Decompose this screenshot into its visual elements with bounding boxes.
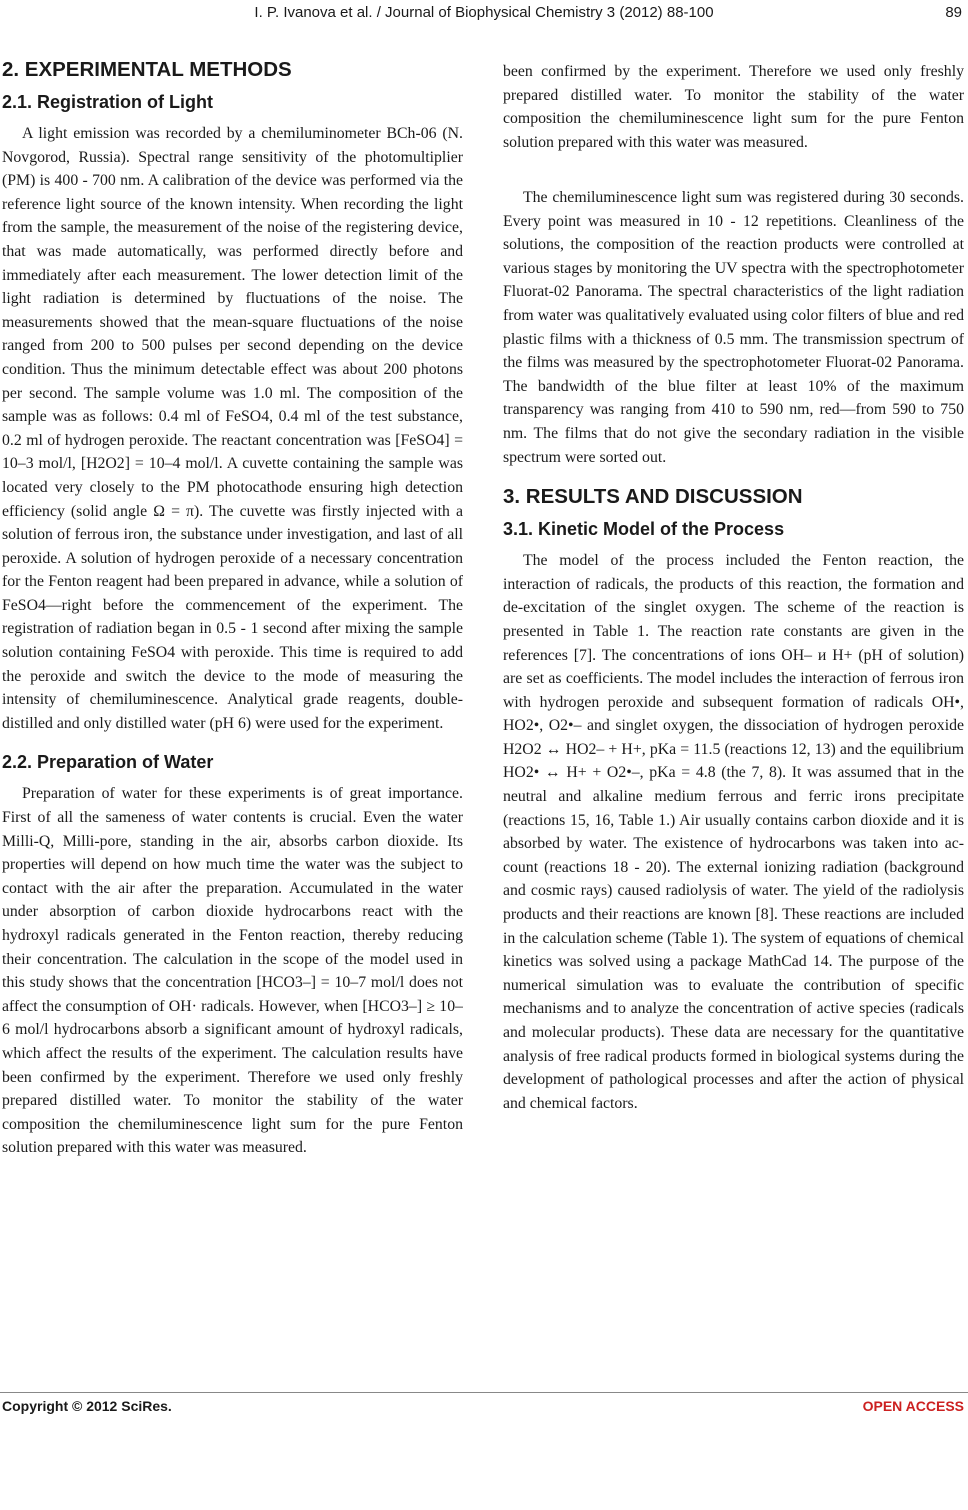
subsection-2-2-heading: 2.2. Preparation of Water: [2, 752, 214, 773]
section-2-heading: 2. EXPERIMENTAL METHODS: [2, 58, 292, 81]
subsection-3-1-heading: 3.1. Kinetic Model of the Process: [503, 519, 785, 540]
paragraph-light-sum-registration: The chemiluminescence light sum was registered during 30 seconds. Every point was measured in 10 - 12 repetitions. Cleanliness of the solutions, the composition of the reaction products were controlled at various stages by monitoring the UV spectra with the spectrophotometer Fluorat-02 Panorama. The spectral characteristics of the light radiation from water was qualitatively evaluated using color filters of blue and red plastic films with a thickness of 0.5 mm. The transmission spectrum of the films was measured by the spectrophotometer Fluorat-02 Panorama. The bandwidth of the blue filter at least 10% of the maximum transparency was ranging from 410 to 590 nm, red—from 590 to 750 nm. The films that do not give the secondary radiation in the visible spectrum were sorted out.: [503, 189, 964, 466]
paragraph-preparation-of-water: Preparation of water for these experiments is of great importance. First of all the sameness of water contents is crucial. Even the water Milli-Q, Milli-pore, standing in the air, absorbs carbon dioxide. Its properties will depend on how much time the water was the subject to contact with the air after the preparation. Accumulated in the water under absorption of carbon dioxide hydrocarbons react with the hydroxyl radicals generated in the Fenton reaction, thereby reducing their concentration. The calculation in the scope of the model used in this study shows that the concentration [HCO3–] = 10–7 mol/l does not affect the consumption of OH· radicals. However, when [HCO3–] ≥ 10–6 mol/l hydrocarbons absorb a significant amount of hydroxyl radicals, which affect the results of the experiment. The calculation results have been confirmed by the experiment. Therefore we used only freshly prepared distilled water. To monitor the stability of the water composition the chemiluminescence light sum for the pure Fenton solution prepared with this water was measured.: [2, 785, 463, 1157]
paragraph-preparation-of-water-continued: been confirmed by the experiment. Therefore we used only freshly prepared distilled water. To monitor the stability of the water composition the chemiluminescence light sum for the pure Fenton solution prepared with this water was measured.: [503, 63, 964, 151]
subsection-2-1-heading: 2.1. Registration of Light: [2, 92, 214, 112]
running-header: [0, 4, 968, 28]
paragraph-registration-of-light: A light emission was recorded by a chemiluminometer BCh-06 (N. Novgorod, Russia). Spectral range sensitivity of the photomultiplier (PM) is 400 - 700 nm. A calibration of the device was performed via the reference light source of the known intensity. When recording the light from the sample, the measurement of the noise of the registering device, that was made automatically, was performed directly before and immediately after each measurement. The lower detection limit of the light radiation is determined by fluctuations of the noise. The measurements showed that the mean-square fluctuations of the noise ranged from 200 to 500 pulses per second depending on the device condition. Thus the minimum detectable effect was about 200 photons per second. The sample volume was 1.0 ml. The composition of the sample was as follows: 0.4 ml of FeSO4, 0.4 ml of the test substance, 0.2 ml of hydrogen peroxide. The reactant concentration was [FeSO4] = 10–3 mol/l, [H2O2] = 10–4 mol/l. A cuvette containing the sample was located very closely to the PM photocathode ensuring high detection efficiency (solid angle Ω = π). The cuvette was firstly injected with a solution of ferrous iron, the substance under investigation, and last of all peroxide. A solution of hydrogen peroxide of a necessary concentration for the Fenton reagent had been prepared in advance, while a solution of FeSO4—right before the commencement of the experiment. The registration of radiation began in 0.5 - 1 second after mixing the sample solution containing FeSO4 with peroxide. This time is required to add the peroxide and switch the device to the mode of measuring the intensity of chemiluminescence. Analytical grade reagents, double-distilled and only distilled water (pH 6) were used for the experiment.: [2, 125, 463, 732]
section-3-heading: 3. RESULTS AND DISCUSSION: [503, 485, 803, 509]
footer-rule: [0, 1392, 968, 1393]
copyright-notice: Copyright © 2012 SciRes.: [2, 1398, 172, 1414]
running-title: I. P. Ivanova et al. / Journal of Biophysical Chemistry 3 (2012) 88-100: [254, 4, 714, 21]
left-column: [2, 56, 463, 1510]
right-column: [503, 60, 964, 1115]
page-number: 89: [945, 4, 962, 21]
footer: [0, 1398, 968, 1419]
paragraph-kinetic-model: The model of the process included the Fenton reaction, the interaction of radicals, the products of this reaction, the formation and de-excitation of the singlet oxygen. The scheme of the reaction is presented in Table 1. The reaction rate constants are given in the references [7]. The concentrations of ions OH– и H+ (pH of solution) are set as coefficients. The model includes the interaction of ferrous iron with hydrogen peroxide and subsequent formation of radicals OH•, HO2•, O2•– and singlet oxygen, the dissociation of hydrogen peroxide H2O2 ↔ HO2– + H+, pKa = 11.5 (reactions 12, 13) and the equilibrium HO2• ↔ H+ + O2•–, pKa = 4.8 (the 7, 8). It was assumed that in the neutral and alkaline medium ferrous and ferric irons precipitate (reactions 15, 16, Table 1.) Air usually contains carbon dioxide and it is absorbed by water. The existence of hydrocarbons was taken into account (reactions 18 - 20). The external ionizing radiation (background and cosmic rays) caused radiolysis of water. The yield of the radiolysis products and their reactions are known [8]. These reactions are included in the calculation scheme (Table 1). The system of equations of chemical kinetics was solved using a package MathCad 14. The purpose of the numerical simulation was to evaluate the contribution of specific mechanisms and to analyze the concentration of active species (radicals and molecular products). These data are necessary for the quantitative analysis of free radical products formed in biological systems during the development of pathological processes and after the action of physical and chemical factors.: [503, 552, 964, 1112]
open-access-label: OPEN ACCESS: [862, 1398, 964, 1414]
